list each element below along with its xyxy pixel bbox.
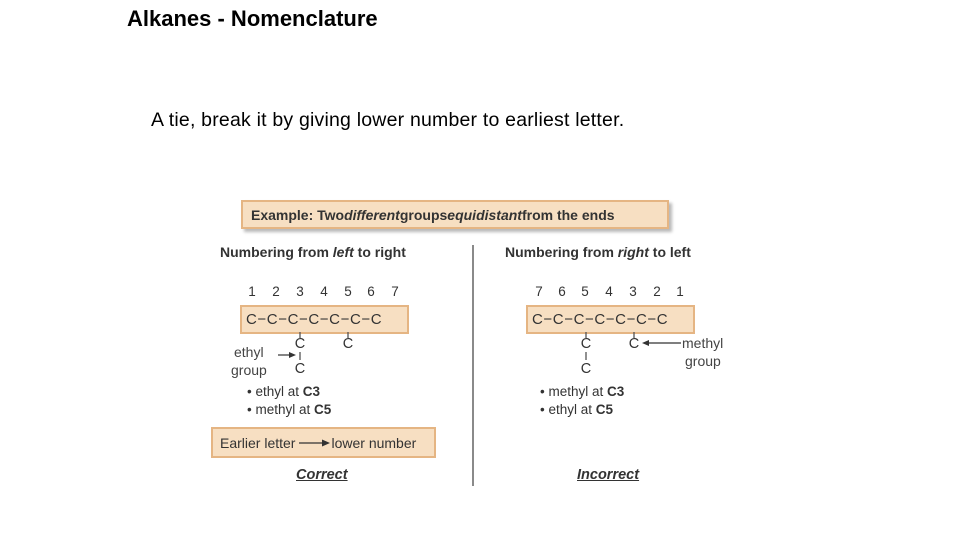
example-emph-equidistant: equidistant (447, 206, 522, 223)
left-bullet-1-pos: C3 (302, 384, 321, 399)
example-mid: groups (399, 206, 448, 223)
left-bullet-1: • ethyl at C3 (247, 384, 321, 399)
left-number: 7 (391, 284, 399, 299)
right-heading-emph: right (617, 244, 649, 260)
right-bullet-1: • methyl at C3 (540, 384, 625, 399)
right-ethyl-carbon-2: C (580, 361, 592, 377)
left-main-chain: C−C−C−C−C−C−C (246, 311, 383, 328)
left-number: 5 (344, 284, 352, 299)
left-label-line2: group (231, 362, 267, 378)
right-bullet-2-pos: C5 (595, 402, 614, 417)
right-arrow-icon (299, 438, 331, 448)
right-bullet-1-text: methyl at (548, 384, 608, 399)
right-bullet-2: • ethyl at C5 (540, 402, 614, 417)
slide-title: Alkanes - Nomenclature (127, 6, 378, 31)
right-bullet-2-text: ethyl at (548, 402, 596, 417)
right-bullet-1-pos: C3 (607, 384, 625, 399)
left-bullet-2-pos: C5 (314, 402, 332, 417)
left-methyl-carbon: C (342, 336, 354, 352)
right-ethyl-carbon-1: C (580, 336, 592, 352)
right-number: 7 (535, 284, 543, 299)
right-label-line2: group (685, 353, 721, 369)
right-heading (505, 244, 691, 260)
left-ethyl-carbon-2: C (294, 361, 306, 377)
example-banner (241, 200, 669, 229)
right-verdict: Incorrect (577, 467, 640, 483)
right-number: 6 (558, 284, 566, 299)
left-number: 6 (367, 284, 375, 299)
left-number: 1 (248, 284, 256, 299)
right-number: 2 (653, 284, 661, 299)
left-bullet-1-text: ethyl at (255, 384, 303, 399)
left-heading (220, 244, 406, 260)
rule-box (211, 427, 436, 458)
right-main-chain: C−C−C−C−C−C−C (532, 311, 669, 328)
rule-left: Earlier letter (220, 434, 296, 451)
left-ethyl-carbon-1: C (294, 336, 306, 352)
right-number: 4 (605, 284, 613, 299)
right-heading-suffix: to left (648, 244, 691, 260)
left-verdict: Correct (296, 467, 348, 483)
left-heading-suffix: to right (353, 244, 406, 260)
right-methyl-carbon: C (628, 336, 640, 352)
left-bullet-2-text: methyl at (255, 402, 315, 417)
right-heading-prefix: Numbering from (505, 244, 618, 260)
left-number: 3 (296, 284, 304, 299)
left-bullet-2: • methyl at C5 (247, 402, 332, 417)
left-heading-emph: left (332, 244, 354, 260)
left-number: 2 (272, 284, 280, 299)
left-label-line1: ethyl (234, 344, 264, 360)
right-number: 5 (581, 284, 589, 299)
rule-right: lower number (331, 434, 417, 451)
left-number: 4 (320, 284, 328, 299)
left-heading-prefix: Numbering from (220, 244, 333, 260)
slide-subtitle: A tie, break it by giving lower number to earliest letter. (151, 109, 625, 131)
example-emph-different: different (344, 206, 400, 223)
right-label-line1: methyl (682, 335, 724, 351)
panel-divider (472, 245, 474, 486)
example-prefix: Example: Two (251, 206, 345, 223)
example-suffix: from the ends (521, 206, 615, 223)
right-number: 1 (676, 284, 684, 299)
right-number: 3 (629, 284, 637, 299)
